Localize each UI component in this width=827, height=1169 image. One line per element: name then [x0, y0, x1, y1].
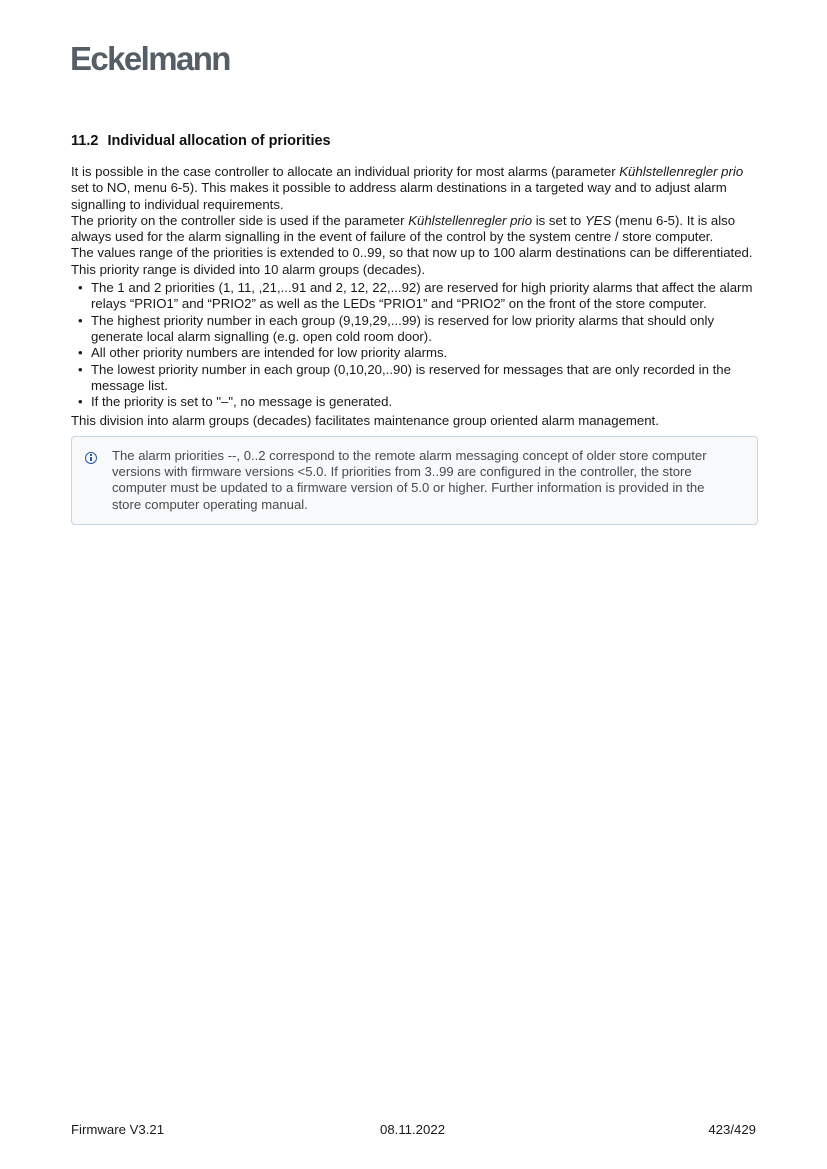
list-item: • The highest priority number in each group (9,19,29,...99) is reserved for low priority alarms that should only generate local alarm signalling (e.g. open cold room door). — [78, 312, 715, 344]
section-title: Individual allocation of priorities — [107, 133, 331, 149]
note-text: The alarm priorities --, 0..2 correspond to the remote alarm messaging concept of older store computer versions with firmware versions <5.0. If priorities from 3..99 are configured in the controller, the store computer must be updated to a firmware version of 5.0 or higher. Further information is provided in the store computer operating manual. — [112, 447, 707, 512]
page-footer — [71, 1122, 756, 1137]
paragraph-2: The priority on the controller side is used if the parameter Kühlstellenregler prio is set to YES (menu 6-5). It is also always used for the alarm signalling in the event of failure of the control by the system centre / store computer. — [71, 212, 736, 245]
info-note — [71, 436, 758, 525]
section-number: 11.2 — [71, 133, 99, 149]
list-item: • All other priority numbers are intended for low priority alarms. — [78, 345, 448, 361]
paragraph-3: The values range of the priorities is extended to 0..99, so that now up to 100 alarm destinations can be differentiated. This priority range is divided into 10 alarm groups (decades). — [71, 245, 753, 277]
main-content — [71, 133, 761, 525]
footer-page-number: 423/429 — [708, 1122, 756, 1137]
paragraph-1: It is possible in the case controller to allocate an individual priority for most alarms (parameter Kühlstellenregler prio set to NO, menu 6-5). This makes it possible to address alarm destinations in a targeted way and to adjust alarm signalling to individual requirements. — [71, 164, 744, 212]
list-item: • The 1 and 2 priorities (1, 11, ,21,...91 and 2, 12, 22,...92) are reserved for high priority alarms that affect the alarm relays “PRIO1” and “PRIO2” as well as the LEDs “PRIO1” and “PRIO2” on the front of the store computer. — [78, 280, 753, 312]
footer-date: 08.11.2022 — [380, 1122, 446, 1137]
footer-firmware: Firmware V3.21 — [71, 1122, 165, 1137]
priority-rules-list — [71, 280, 761, 410]
eckelmann-logo: Eckelmann — [70, 40, 230, 77]
paragraph-4: This division into alarm groups (decades) facilitates maintenance group oriented alarm management. — [71, 413, 659, 429]
info-icon — [85, 452, 97, 464]
section-heading — [71, 133, 761, 149]
list-item: • The lowest priority number in each group (0,10,20,..90) is reserved for messages that are only recorded in the message list. — [78, 361, 731, 393]
list-item: • If the priority is set to "–", no message is generated. — [78, 394, 393, 410]
